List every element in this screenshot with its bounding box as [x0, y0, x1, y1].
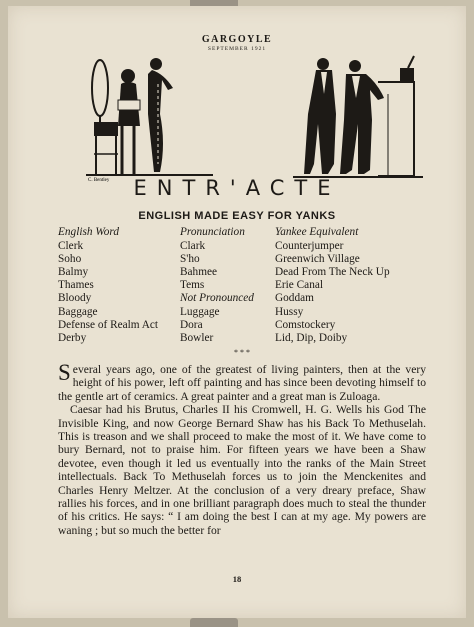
magazine-name: GARGOYLE: [201, 34, 273, 45]
binder-clip-bottom: [190, 618, 238, 627]
article-subtitle: ENGLISH MADE EASY FOR YANKS: [138, 210, 336, 222]
drop-cap: S: [58, 360, 71, 385]
issue-date: SEPTEMBER 1921: [207, 46, 267, 52]
pronunciation: Bahmee: [180, 265, 218, 278]
vocab-row: [58, 279, 445, 292]
yankee-equivalent: Lid, Dip, Doiby: [275, 331, 348, 344]
page-number: 18: [232, 574, 242, 584]
paragraph-1-text: everal years ago, one of the greatest of living painters, then at the very height of his power, left off painting and has since been devoting himself to the gentle art of ceramics. A great painter and a great man is Zuloaga.: [58, 363, 426, 403]
yankee-equivalent: Counterjumper: [275, 239, 344, 252]
pronunciation: Bowler: [180, 331, 214, 344]
vocab-row: [58, 318, 445, 331]
section-divider: * * *: [234, 348, 250, 357]
vocab-header-row: [58, 224, 445, 239]
yankee-equivalent: Hussy: [275, 305, 304, 318]
yankee-equivalent: Comstockery: [275, 318, 336, 331]
english-word: Defense of Realm Act: [58, 318, 159, 331]
vocabulary-table: [58, 224, 445, 345]
pronunciation: Tems: [180, 279, 205, 292]
english-word: Bloody: [58, 292, 92, 305]
vocab-row: [58, 292, 445, 305]
paragraph-1: [58, 360, 426, 403]
pronunciation: Luggage: [180, 305, 220, 318]
english-word: Clerk: [58, 239, 84, 252]
vocab-row: [58, 331, 445, 344]
english-word: Derby: [58, 331, 87, 344]
magazine-page: [8, 6, 466, 618]
vocab-row: [58, 252, 445, 265]
article-body: [58, 360, 426, 537]
yankee-equivalent: Greenwich Village: [275, 252, 360, 265]
english-word: Baggage: [58, 305, 98, 318]
pronunciation: Dora: [180, 318, 203, 331]
col-english-word: English Word: [58, 225, 119, 238]
yankee-equivalent: Goddam: [275, 292, 314, 305]
vocab-row: [58, 265, 445, 278]
paragraph-2: Caesar had his Brutus, Charles II his Cromwell, H. G. Wells his God The Invisible King, and now George Bernard Shaw has his Back To Methuselah. This is treason and we shall proceed to make the most of it. We have come to bury Bernard, not to praise him. For fifteen years we have been a Shaw devotee, even though it led us eventually into the ranks of the Main Street intellectuals. Back To Methuselah forces us to join the Menckenites and Charles Henry Meltzer. At the conclusion of a very dreary preface, Shaw rallies his forces, and in one brilliant paragraph does much to steal the thunder of his critics. He says: “ I am doing the best I can at my age. My powers are waning ; but so much the better for: [58, 403, 426, 537]
pronunciation: Clark: [180, 239, 206, 252]
yankee-equivalent: Erie Canal: [275, 279, 323, 292]
vocab-row: [58, 305, 445, 318]
vocab-row: [58, 239, 445, 252]
col-yankee-equivalent: Yankee Equivalent: [275, 225, 359, 238]
english-word: Thames: [58, 279, 94, 292]
entracte-illustration: [78, 54, 428, 182]
pronunciation: Not Pronounced: [180, 292, 254, 305]
english-word: Soho: [58, 252, 82, 265]
english-word: Balmy: [58, 265, 89, 278]
yankee-equivalent: Dead From The Neck Up: [275, 265, 390, 278]
pronunciation: S'ho: [180, 252, 200, 265]
col-pronunciation: Pronunciation: [180, 225, 245, 238]
section-title: ENTR'ACTE: [133, 176, 341, 200]
artist-signature: C. Bentley: [88, 178, 110, 182]
